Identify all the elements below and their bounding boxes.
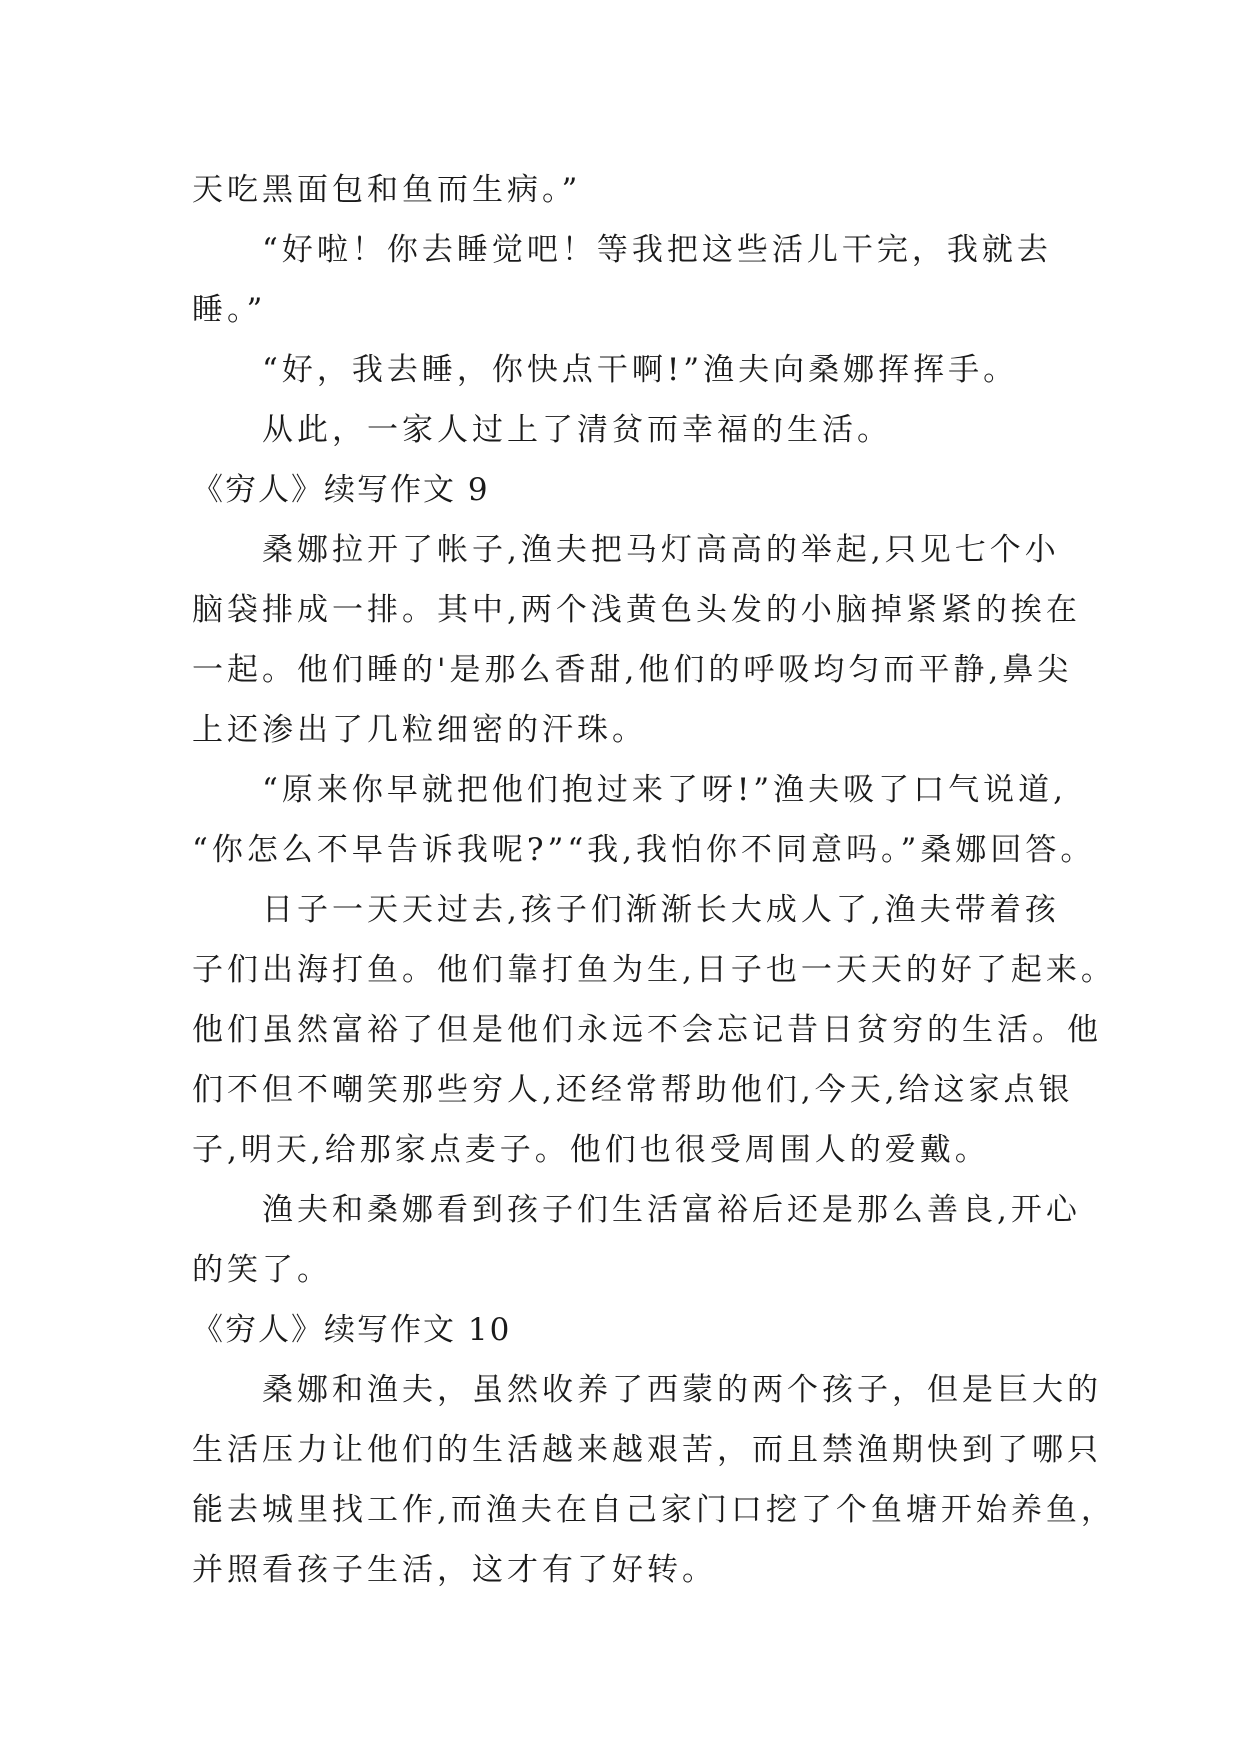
- article-body: [192, 160, 1116, 1600]
- text-line: “你怎么不早告诉我呢?”“我,我怕你不同意吗。”桑娜回答。: [192, 832, 1096, 868]
- text-line: 桑娜拉开了帐子,渔夫把马灯高高的举起,只见七个小: [262, 532, 1060, 568]
- text-line: “好啦！你去睡觉吧！等我把这些活儿干完，我就去: [262, 232, 1052, 268]
- text-line: 日子一天天过去,孩子们渐渐长大成人了,渔夫带着孩: [262, 892, 1060, 928]
- text-line: 的笑了。: [192, 1252, 332, 1288]
- text-line: 一起。他们睡的'是那么香甜,他们的呼吸均匀而平静,鼻尖: [192, 652, 1073, 688]
- text-line: 们不但不嘲笑那些穷人,还经常帮助他们,今天,给这家点银: [192, 1072, 1074, 1108]
- text-line: 子,明天,给那家点麦子。他们也很受周围人的爱戴。: [192, 1132, 990, 1168]
- text-line: 脑袋排成一排。其中,两个浅黄色头发的小脑掉紧紧的挨在: [192, 592, 1081, 628]
- text-line: 并照看孩子生活，这才有了好转。: [192, 1552, 717, 1588]
- text-line: 上还渗出了几粒细密的汗珠。: [192, 712, 647, 748]
- text-line: 天吃黑面包和鱼而生病。”: [192, 172, 582, 208]
- section-heading-10: 《穷人》续写作文 10: [192, 1312, 512, 1348]
- text-line: 能去城里找工作,而渔夫在自己家门口挖了个鱼塘开始养鱼，: [192, 1492, 1116, 1528]
- text-line: 从此，一家人过上了清贫而幸福的生活。: [262, 412, 892, 448]
- text-line: 桑娜和渔夫，虽然收养了西蒙的两个孩子，但是巨大的: [262, 1372, 1102, 1408]
- text-line: 睡。”: [192, 292, 267, 328]
- text-line: “原来你早就把他们抱过来了呀!”渔夫吸了口气说道,: [262, 772, 1068, 808]
- text-line: “好，我去睡，你快点干啊!”渔夫向桑娜挥挥手。: [262, 352, 1019, 388]
- text-line: 渔夫和桑娜看到孩子们生活富裕后还是那么善良,开心: [262, 1192, 1081, 1228]
- text-line: 生活压力让他们的生活越来越艰苦，而且禁渔期快到了哪只: [192, 1432, 1102, 1468]
- text-line: 他们虽然富裕了但是他们永远不会忘记昔日贫穷的生活。他: [192, 1012, 1102, 1048]
- text-line: 子们出海打鱼。他们靠打鱼为生,日子也一天天的好了起来。: [192, 952, 1116, 988]
- section-heading-9: 《穷人》续写作文 9: [192, 472, 490, 508]
